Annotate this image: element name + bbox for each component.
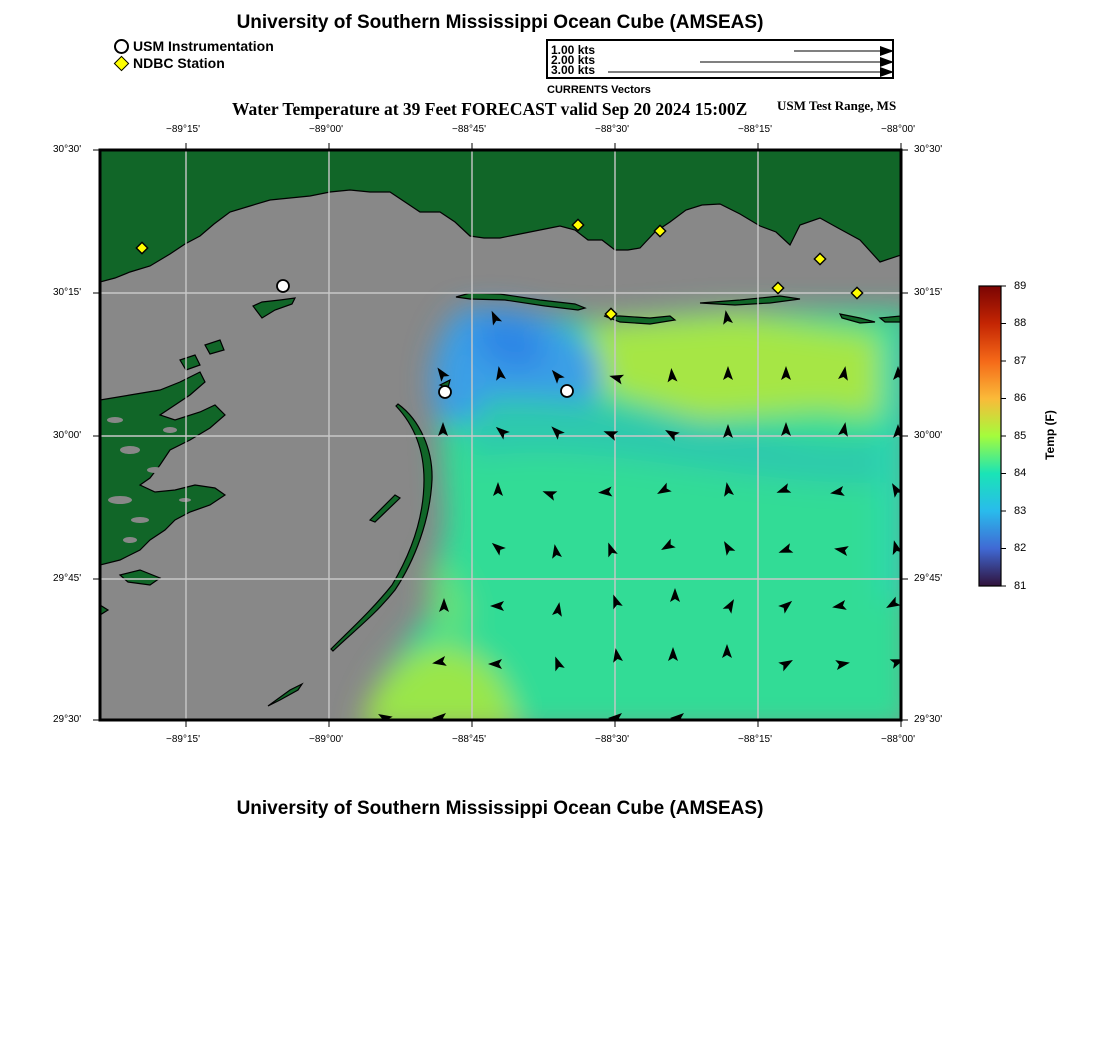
footer-title: University of Southern Mississippi Ocean Cube (AMSEAS): [236, 798, 764, 819]
vector-legend-row: 2.00 kts: [551, 53, 596, 67]
colorbar-tick: 87: [1014, 355, 1027, 367]
colorbar-title: Temp (F): [1043, 410, 1057, 460]
lon-tick-label: −89°15': [166, 734, 200, 745]
vector-legend-row: 1.00 kts: [551, 43, 596, 57]
lat-tick-label: 29°45': [914, 573, 943, 584]
legend-ndbc-label: NDBC Station: [133, 55, 225, 71]
lat-tick-label: 30°15': [53, 287, 82, 298]
map-subtitle: Water Temperature at 39 Feet FORECAST valid Sep 20 2024 15:00Z: [232, 99, 748, 119]
lon-tick-label: −88°15': [738, 734, 772, 745]
lon-tick-label: −89°00': [309, 124, 343, 135]
page-title: University of Southern Mississippi Ocean Cube (AMSEAS): [236, 12, 764, 33]
lat-tick-label: 30°00': [53, 430, 82, 441]
colorbar: [975, 280, 1015, 592]
lon-tick-label: −88°15': [738, 124, 772, 135]
colorbar-tick: 89: [1014, 280, 1027, 292]
colorbar-tick: 81: [1014, 580, 1027, 592]
lon-tick-label: −89°00': [309, 734, 343, 745]
colorbar-tick: 86: [1014, 392, 1027, 404]
vector-legend-row: 3.00 kts: [551, 63, 596, 77]
lon-tick-label: −88°00': [881, 124, 915, 135]
colorbar-tick: 82: [1014, 542, 1027, 554]
vector-legend-title: CURRENTS Vectors: [547, 84, 651, 96]
lon-tick-label: −88°30': [595, 124, 629, 135]
lon-tick-label: −88°00': [881, 734, 915, 745]
lat-tick-label: 30°30': [914, 144, 943, 155]
lon-tick-label: −88°45': [452, 124, 486, 135]
lon-tick-label: −88°45': [452, 734, 486, 745]
colorbar-tick: 83: [1014, 505, 1027, 517]
lat-tick-label: 29°30': [53, 714, 82, 725]
lat-tick-label: 30°30': [53, 144, 82, 155]
lat-tick-label: 29°45': [53, 573, 82, 584]
legend-usm-label: USM Instrumentation: [133, 38, 274, 54]
region-label: USM Test Range, MS: [777, 98, 897, 113]
colorbar-tick: 85: [1014, 430, 1027, 442]
lon-tick-label: −88°30': [595, 734, 629, 745]
lon-tick-label: −89°15': [166, 124, 200, 135]
lat-tick-label: 29°30': [914, 714, 943, 725]
lat-tick-label: 30°00': [914, 430, 943, 441]
lat-tick-label: 30°15': [914, 287, 943, 298]
colorbar-tick: 88: [1014, 317, 1027, 329]
colorbar-tick: 84: [1014, 467, 1027, 479]
